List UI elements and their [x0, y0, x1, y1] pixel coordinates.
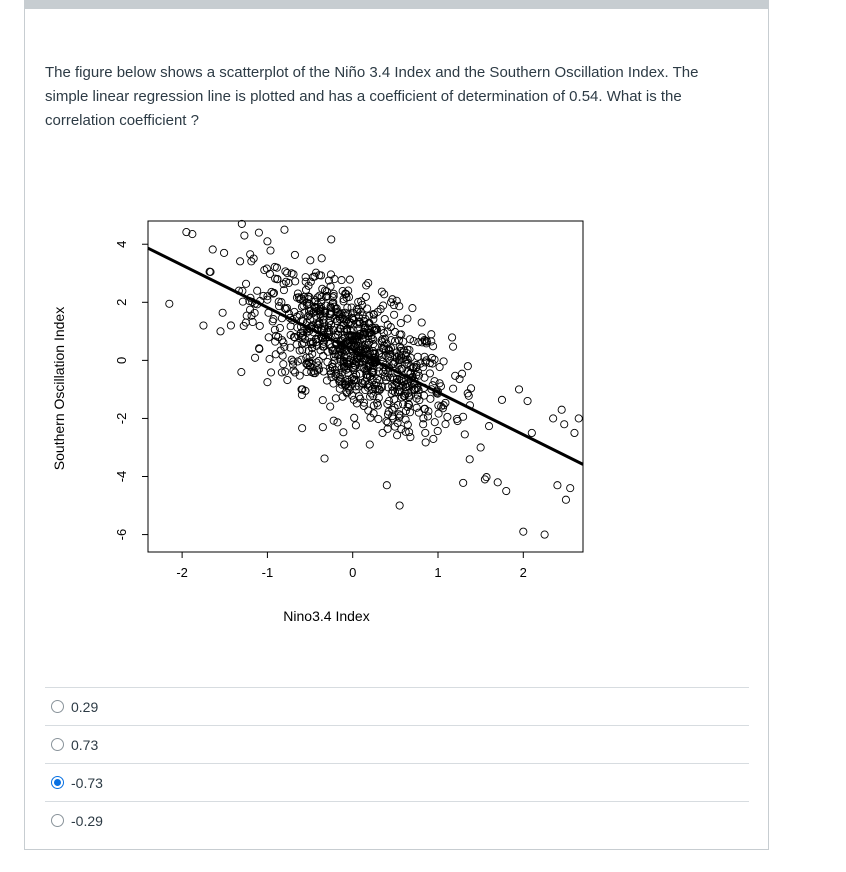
- scatter-point: [464, 363, 471, 370]
- x-tick-label: -1: [261, 565, 274, 580]
- scatter-point: [341, 441, 348, 448]
- scatter-point: [319, 424, 326, 431]
- scatter-point: [267, 247, 274, 254]
- scatter-point: [219, 309, 226, 316]
- scatter-point: [431, 419, 438, 426]
- scatter-point: [352, 422, 359, 429]
- scatter-point: [315, 357, 322, 364]
- scatter-point: [396, 502, 403, 509]
- scatter-point: [266, 355, 273, 362]
- scatter-point: [440, 358, 447, 365]
- scatter-point: [429, 343, 436, 350]
- y-axis-label: Southern Oscillation Index: [51, 306, 67, 471]
- scatter-point: [242, 280, 249, 287]
- scatter-point: [400, 338, 407, 345]
- scatter-point: [251, 354, 258, 361]
- scatter-point: [391, 311, 398, 318]
- scatter-point: [435, 410, 442, 417]
- scatter-point: [319, 397, 326, 404]
- scatter-point: [364, 305, 371, 312]
- scatter-point: [307, 257, 314, 264]
- scatter-point: [241, 232, 248, 239]
- y-tick-label: 2: [114, 298, 129, 306]
- scatter-point: [256, 322, 263, 329]
- scatter-point: [307, 278, 314, 285]
- scatter-point: [291, 251, 298, 258]
- scatter-point: [562, 496, 569, 503]
- scatter-point: [217, 328, 224, 335]
- answer-option-2[interactable]: [45, 725, 749, 763]
- x-tick-label: 0: [349, 565, 357, 580]
- scatter-point: [467, 385, 474, 392]
- answer-label: 0.73: [71, 736, 99, 753]
- scatter-point: [371, 343, 378, 350]
- radio-button[interactable]: [51, 700, 64, 713]
- scatter-point: [418, 319, 425, 326]
- scatter-point: [494, 479, 501, 486]
- scatter-point: [561, 421, 568, 428]
- scatter-point: [442, 421, 449, 428]
- scatter-point: [264, 238, 271, 245]
- scatter-point: [567, 485, 574, 492]
- y-tick-label: -4: [114, 470, 129, 483]
- scatter-point: [379, 429, 386, 436]
- scatter-point: [414, 353, 421, 360]
- answer-option-4[interactable]: [45, 801, 749, 839]
- x-tick-label: 2: [519, 565, 527, 580]
- scatter-point: [409, 305, 416, 312]
- scatter-point: [430, 435, 437, 442]
- scatter-point: [328, 236, 335, 243]
- scatter-point: [284, 376, 291, 383]
- scatter-point: [416, 397, 423, 404]
- scatter-point: [398, 331, 405, 338]
- y-tick-label: -6: [114, 528, 129, 541]
- scatter-point: [483, 474, 490, 481]
- y-tick-label: -2: [114, 412, 129, 425]
- scatterplot-chart: [47, 204, 587, 644]
- scatter-point: [299, 425, 306, 432]
- scatter-point: [575, 415, 582, 422]
- scatter-point: [465, 392, 472, 399]
- scatter-point: [292, 278, 299, 285]
- answer-option-1[interactable]: [45, 687, 749, 725]
- scatter-point: [239, 298, 246, 305]
- scatter-point: [332, 395, 339, 402]
- scatter-point: [340, 429, 347, 436]
- scatter-point: [481, 476, 488, 483]
- scatter-point: [461, 431, 468, 438]
- scatter-point: [498, 396, 505, 403]
- scatter-point: [428, 331, 435, 338]
- scatter-point: [460, 479, 467, 486]
- scatter-point: [448, 334, 455, 341]
- radio-button[interactable]: [51, 738, 64, 751]
- scatter-point: [346, 276, 353, 283]
- scatter-point: [327, 403, 334, 410]
- scatter-point: [338, 276, 345, 283]
- scatter-point: [280, 361, 287, 368]
- y-tick-label: 0: [114, 356, 129, 364]
- radio-button[interactable]: [51, 814, 64, 827]
- scatter-point: [424, 413, 431, 420]
- scatter-point: [254, 287, 261, 294]
- x-axis-label: Nino3.4 Index: [283, 608, 370, 624]
- radio-button[interactable]: [51, 776, 64, 789]
- answer-option-3[interactable]: [45, 763, 749, 801]
- scatter-point: [571, 429, 578, 436]
- scatter-point: [267, 369, 274, 376]
- scatter-point: [477, 444, 484, 451]
- scatter-point: [503, 487, 510, 494]
- scatter-point: [422, 429, 429, 436]
- question-text: The figure below shows a scatterplot of the Niño 3.4 Index and the Southern Oscillation Index. The simple linear regression line is plotted and has a coefficient of determination of 0.54. What is the correlation coefficient ?: [45, 64, 699, 129]
- scatter-point: [520, 528, 527, 535]
- scatter-point: [236, 258, 243, 265]
- scatter-point: [351, 414, 358, 421]
- scatter-point: [321, 455, 328, 462]
- answer-label: -0.73: [71, 774, 103, 791]
- scatter-point: [366, 441, 373, 448]
- scatter-point: [524, 397, 531, 404]
- scatter-point: [466, 456, 473, 463]
- scatter-point: [541, 531, 548, 538]
- answer-list: [45, 687, 749, 839]
- scatter-point: [362, 293, 369, 300]
- scatter-point: [554, 482, 561, 489]
- scatter-point: [263, 265, 270, 272]
- scatter-point: [166, 300, 173, 307]
- scatter-point: [449, 343, 456, 350]
- scatter-point: [404, 315, 411, 322]
- scatter-point: [200, 322, 207, 329]
- scatter-point: [238, 368, 245, 375]
- scatter-point: [434, 427, 441, 434]
- scatter-points: [166, 220, 583, 538]
- scatter-point: [227, 322, 234, 329]
- scatter-point: [444, 413, 451, 420]
- scatter-point: [426, 370, 433, 377]
- scatter-point: [272, 351, 279, 358]
- scatter-point: [264, 379, 271, 386]
- scatter-point: [265, 334, 272, 341]
- scatter-point: [550, 415, 557, 422]
- scatter-point: [422, 439, 429, 446]
- scatter-point: [243, 312, 250, 319]
- scatter-point: [327, 271, 334, 278]
- answer-label: 0.29: [71, 698, 99, 715]
- scatter-point: [220, 249, 227, 256]
- scatter-point: [383, 482, 390, 489]
- scatter-point: [450, 385, 457, 392]
- scatter-point: [355, 393, 362, 400]
- scatter-point: [209, 246, 216, 253]
- scatter-point: [485, 422, 492, 429]
- scatter-point: [515, 386, 522, 393]
- scatter-point: [363, 282, 370, 289]
- question-card: [24, 0, 769, 850]
- x-tick-label: 1: [434, 565, 442, 580]
- answer-label: -0.29: [71, 812, 103, 829]
- scatter-point: [528, 429, 535, 436]
- scatter-point: [281, 226, 288, 233]
- scatter-point: [365, 279, 372, 286]
- scatter-point: [255, 229, 262, 236]
- y-tick-label: 4: [114, 240, 129, 248]
- scatter-point: [318, 255, 325, 262]
- x-tick-label: -2: [176, 565, 188, 580]
- scatter-point: [397, 319, 404, 326]
- scatter-point: [558, 406, 565, 413]
- scatter-point: [276, 324, 283, 331]
